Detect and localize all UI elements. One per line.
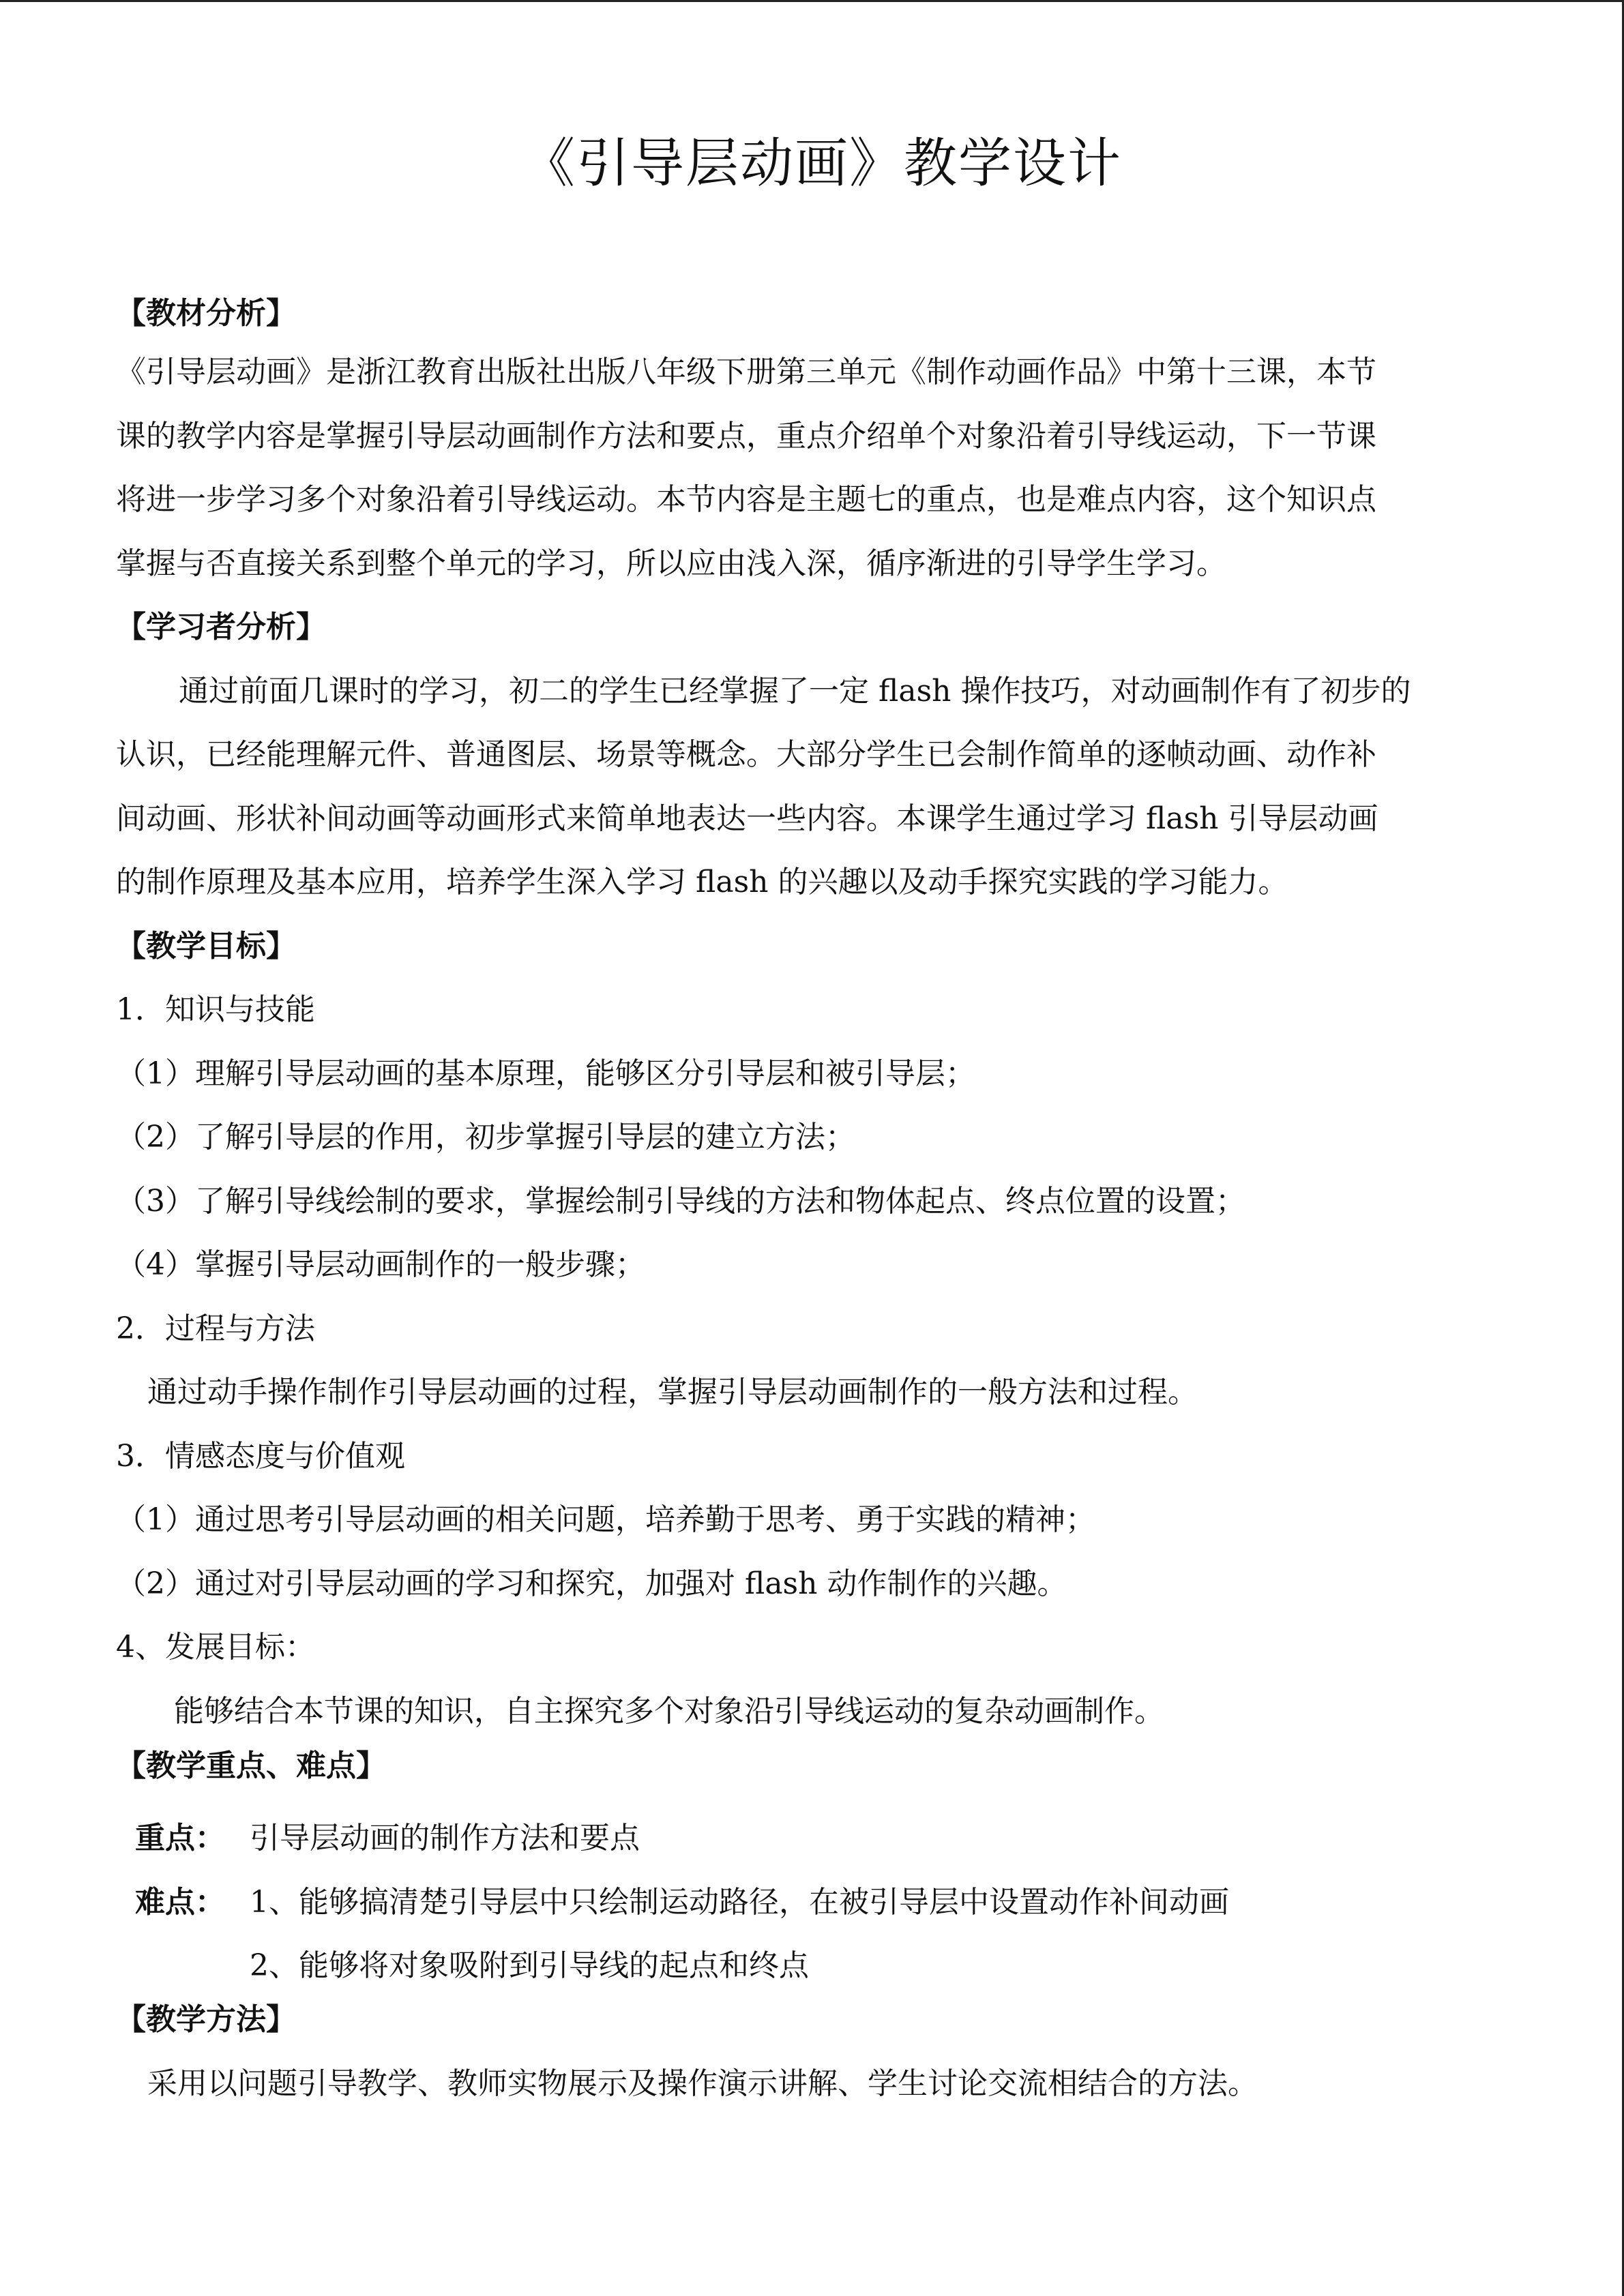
paragraph-line: 通过前面几课时的学习，初二的学生已经掌握了一定 flash 操作技巧，对动画制作有了初步的	[179, 674, 1411, 709]
goal-subheading: 1．知识与技能	[116, 992, 315, 1027]
goal-item: （1）通过思考引导层动画的相关问题，培养勤于思考、勇于实践的精神；	[116, 1502, 1095, 1537]
goal-item: （2）通过对引导层动画的学习和探究，加强对 flash 动作制作的兴趣。	[116, 1566, 1067, 1601]
difficulty-item: 2、能够将对象吸附到引导线的起点和终点	[250, 1948, 809, 1983]
goal-subheading: 4、发展目标：	[116, 1630, 315, 1665]
key-point-text: 引导层动画的制作方法和要点	[250, 1821, 640, 1855]
paragraph-line: 掌握与否直接关系到整个单元的学习，所以应由浅入深，循序渐进的引导学生学习。	[116, 546, 1226, 581]
goal-item: 通过动手操作制作引导层动画的过程，掌握引导层动画制作的一般方法和过程。	[147, 1375, 1198, 1410]
difficulty-label: 难点：	[135, 1885, 225, 1920]
difficulty-item: 1、能够搞清楚引导层中只绘制运动路径，在被引导层中设置动作补间动画	[250, 1885, 1229, 1920]
paragraph-line: 间动画、形状补间动画等动画形式来简单地表达一些内容。本课学生通过学习 flash 引导层动画	[116, 801, 1378, 836]
goal-subheading: 3．情感态度与价值观	[116, 1439, 405, 1474]
section-heading-material-analysis: 【教材分析】	[116, 296, 296, 331]
section-heading-key-points: 【教学重点、难点】	[116, 1748, 386, 1783]
goal-item: （1）理解引导层动画的基本原理，能够区分引导层和被引导层；	[116, 1056, 975, 1091]
document-title: 《引导层动画》教学设计	[521, 133, 1122, 194]
key-point-label: 重点：	[135, 1821, 225, 1855]
top-border	[0, 0, 1624, 2]
section-heading-learner-analysis: 【学习者分析】	[116, 610, 326, 644]
paragraph-line: 的制作原理及基本应用，培养学生深入学习 flash 的兴趣以及动手探究实践的学习能力。	[116, 865, 1288, 899]
section-heading-teaching-method: 【教学方法】	[116, 2002, 296, 2037]
paragraph-line: 《引导层动画》是浙江教育出版社出版八年级下册第三单元《制作动画作品》中第十三课，本节	[116, 355, 1376, 389]
section-heading-teaching-goals: 【教学目标】	[116, 929, 296, 964]
teaching-method-text: 采用以问题引导教学、教师实物展示及操作演示讲解、学生讨论交流相结合的方法。	[147, 2066, 1258, 2101]
paragraph-line: 认识，已经能理解元件、普通图层、场景等概念。大部分学生已会制作简单的逐帧动画、动作补	[116, 737, 1376, 772]
paragraph-line: 课的教学内容是掌握引导层动画制作方法和要点，重点介绍单个对象沿着引导线运动，下一节课	[116, 419, 1376, 453]
goal-item: （3）了解引导线绘制的要求，掌握绘制引导线的方法和物体起点、终点位置的设置；	[116, 1184, 1245, 1219]
goal-item: 能够结合本节课的知识，自主探究多个对象沿引导线运动的复杂动画制作。	[174, 1694, 1164, 1729]
paragraph-line: 将进一步学习多个对象沿着引导线运动。本节内容是主题七的重点，也是难点内容，这个知识点	[116, 482, 1376, 517]
goal-item: （4）掌握引导层动画制作的一般步骤；	[116, 1247, 645, 1282]
goal-subheading: 2．过程与方法	[116, 1311, 315, 1346]
goal-item: （2）了解引导层的作用，初步掌握引导层的建立方法；	[116, 1120, 855, 1154]
